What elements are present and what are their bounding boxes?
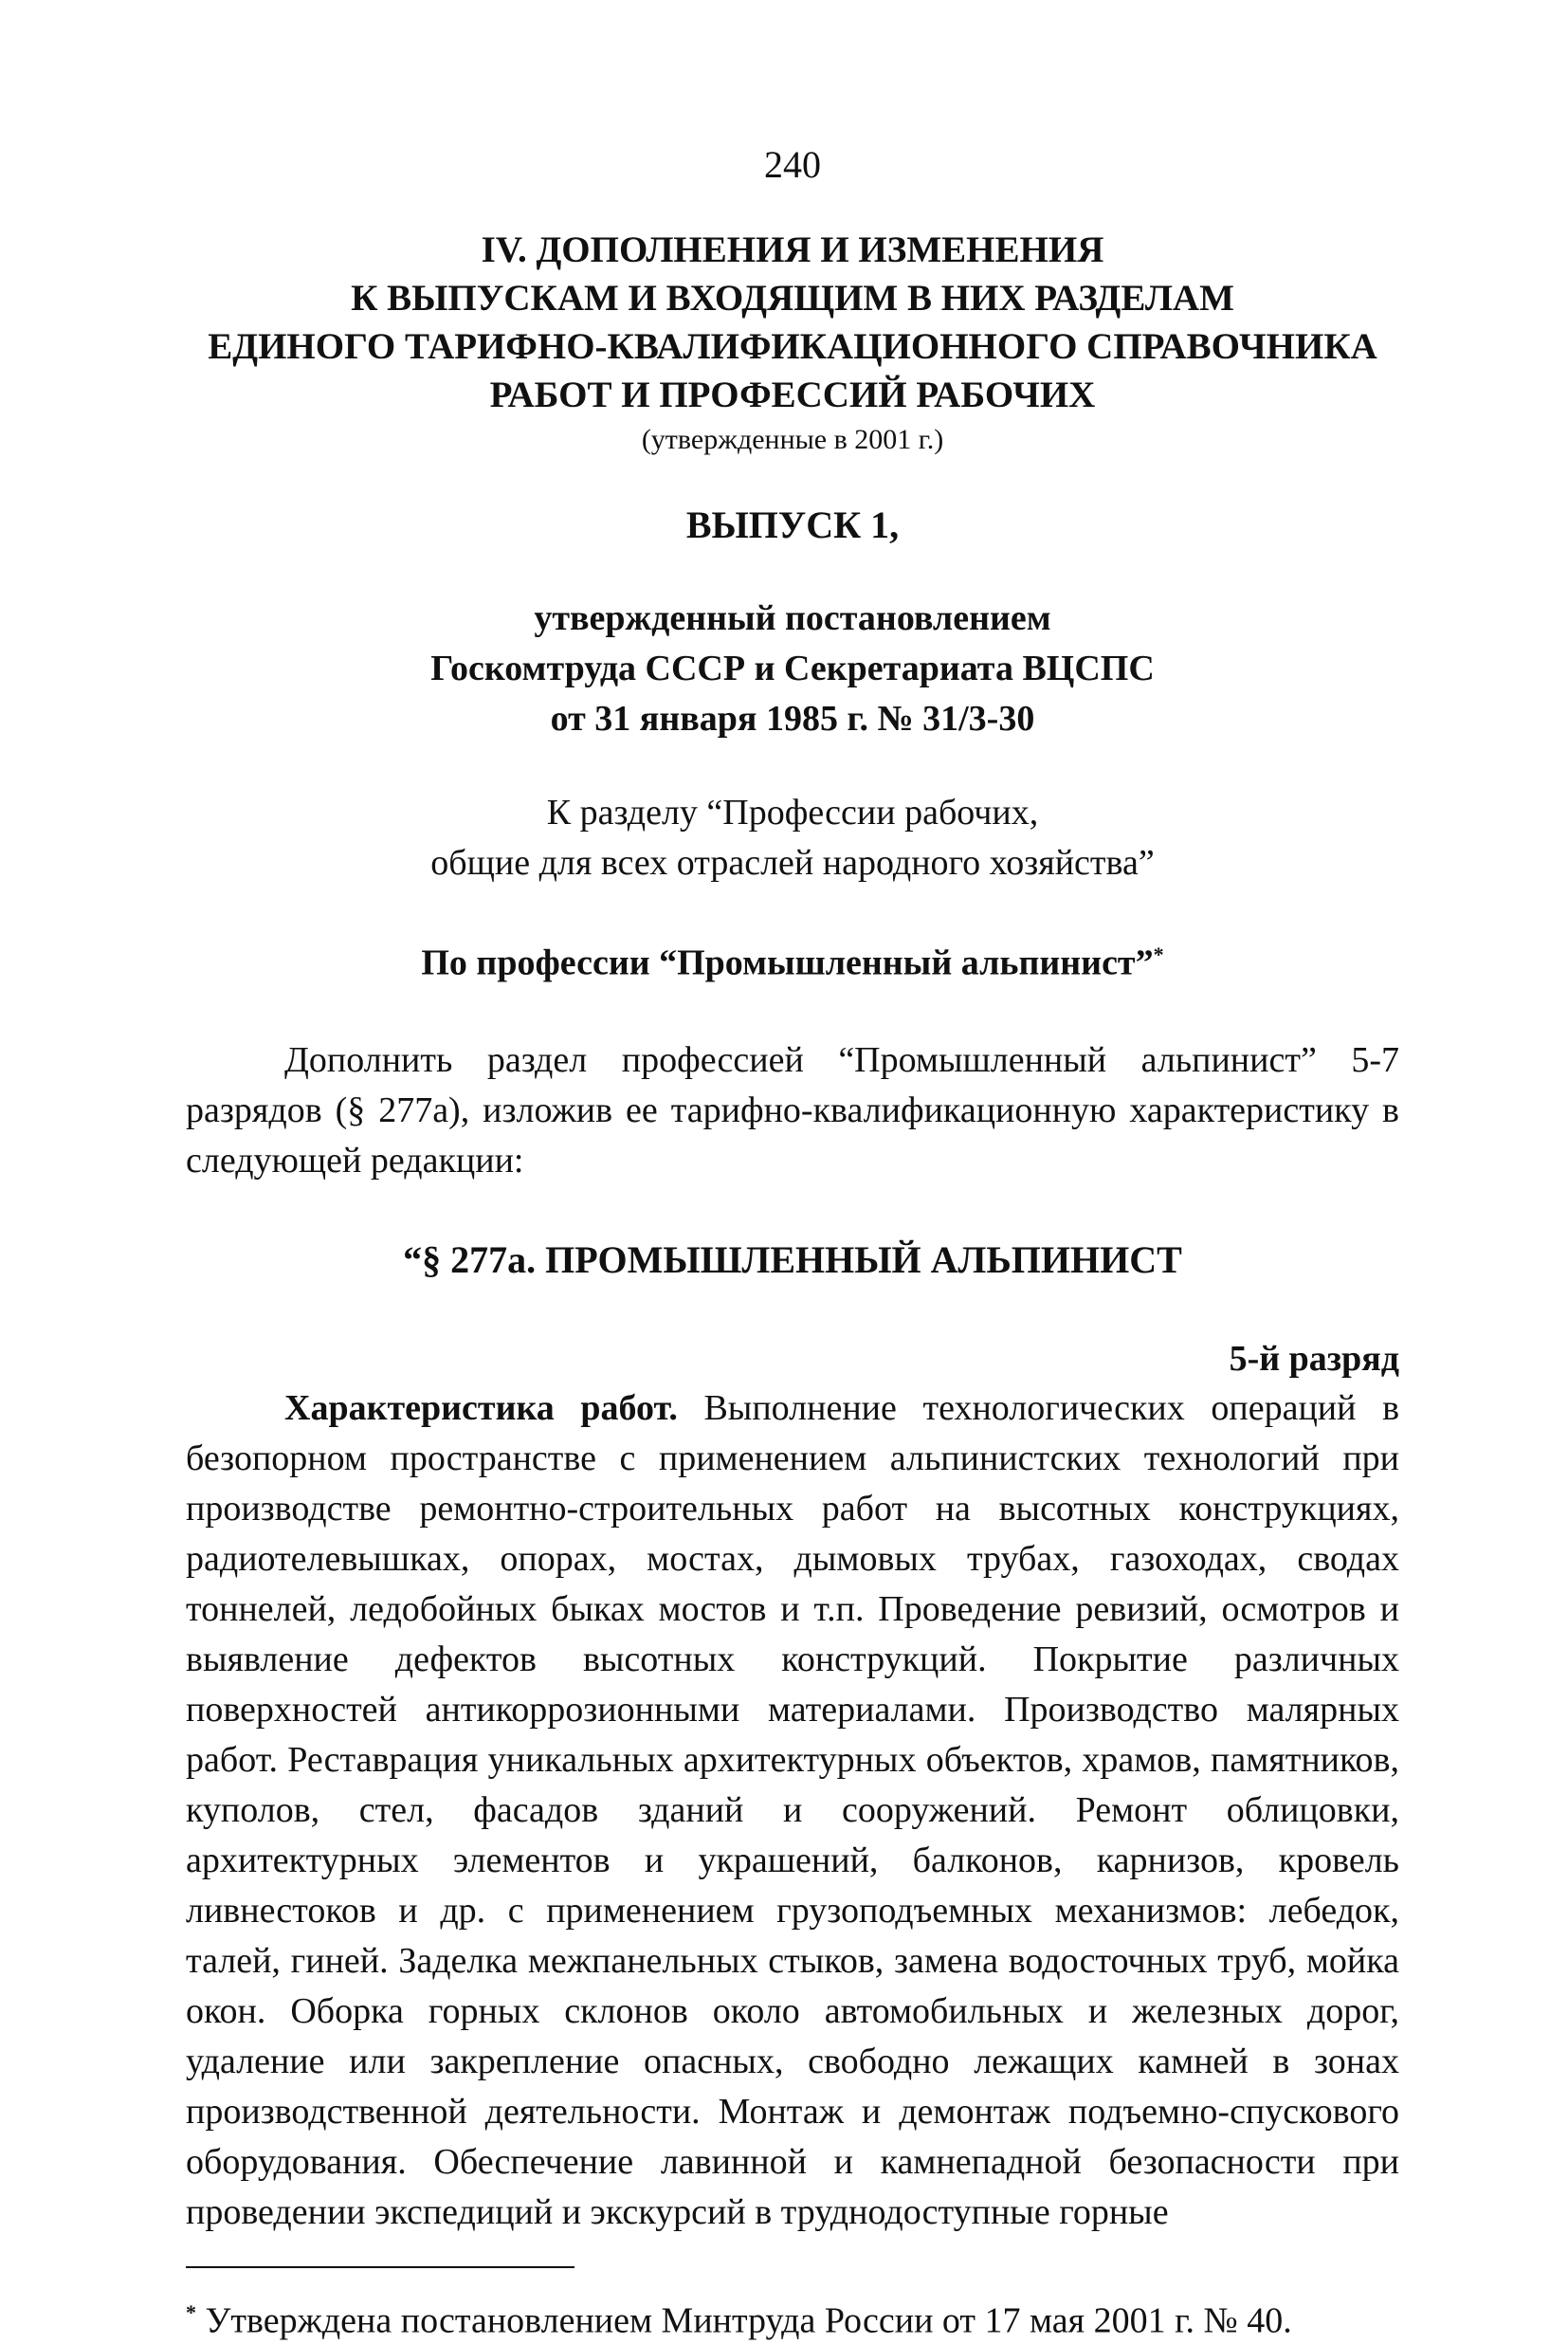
footnote-text: Утверждена постановлением Минтруда России от 17 мая 2001 г. № 40. — [196, 2300, 1292, 2341]
resolution-block — [186, 594, 1399, 744]
work-description-text: Выполнение технологических операций в безопорном пространстве с применением альпинистских технологий при производстве ремонтно-строительных работ на высотных конструкциях, радиотелевышках, опорах, мостах, дымовых трубах, газоходах, сводах тоннелей, ледобойных быках мостов и т.п. Проведение ревизий, осмотров и выявление дефектов высотных конструкций. Покрытие различных поверхностей антикоррозионными материалами. Производство малярных работ. Реставрация уникальных архитектурных объектов, храмов, памятников, куполов, стел, фасадов зданий и сооружений. Ремонт облицовки, архитектурных элементов и украшений, балконов, карнизов, кровель ливнестоков и др. с применением грузоподъемных механизмов: лебедок, талей, гиней. Заделка межпанельных стыков, замена водосточных труб, мойка окон. Оборка горных склонов около автомобильных и железных дорог, удаление или закрепление опасных, свободно лежащих камней в зонах производственной деятельности. Монтаж и демонтаж подъемно-спускового оборудования. Обеспечение лавинной и камнепадной безопасности при проведении экспедиций и экскурсий в труднодоступные горные — [186, 1387, 1400, 2232]
section-reference — [186, 788, 1399, 888]
work-description-lead: Характеристика работ. — [284, 1387, 678, 1428]
section-title-line: РАБОТ И ПРОФЕССИЙ РАБОЧИХ — [489, 375, 1096, 415]
intro-paragraph: Дополнить раздел профессией “Промышленный альпинист” 5-7 разрядов (§ 277а), изложив ее тарифно-квалификационную характеристику в следующей редакции: — [186, 1039, 1399, 1181]
work-description — [186, 1383, 1399, 2238]
footnote-reference-mark: * — [1153, 943, 1164, 966]
profession-heading-text: По профессии “Промышленный альпинист” — [421, 943, 1154, 983]
resolution-line: от 31 января 1985 г. № 31/3-30 — [550, 699, 1035, 739]
footnote-mark: * — [186, 2299, 196, 2324]
approved-note: (утвержденные в 2001 г.) — [641, 424, 944, 455]
issue-title: ВЫПУСК 1, — [685, 504, 900, 546]
page-number: 240 — [764, 143, 821, 186]
footnote-divider — [186, 2266, 574, 2268]
profession-heading — [186, 930, 1399, 988]
resolution-line: утвержденный постановлением — [534, 598, 1051, 638]
section-title-line: К ВЫПУСКАМ И ВХОДЯЩИМ В НИХ РАЗДЕЛАМ — [351, 278, 1234, 319]
paragraph-title: “§ 277а. ПРОМЫШЛЕННЫЙ АЛЬПИНИСТ — [403, 1237, 1182, 1281]
section-title — [186, 226, 1399, 419]
section-reference-line: общие для всех отраслей народного хозяйства” — [430, 843, 1155, 883]
resolution-line: Госкомтруда СССР и Секретариата ВЦСПС — [430, 649, 1155, 688]
section-title-line: ЕДИНОГО ТАРИФНО-КВАЛИФИКАЦИОННОГО СПРАВОЧНИКА — [208, 326, 1377, 367]
footnote — [186, 2289, 1399, 2344]
document-page — [186, 142, 1399, 2344]
section-title-line: IV. ДОПОЛНЕНИЯ И ИЗМЕНЕНИЯ — [481, 229, 1104, 270]
section-reference-line: К разделу “Профессии рабочих, — [546, 793, 1039, 833]
grade-label: 5-й разряд — [1229, 1338, 1399, 1379]
